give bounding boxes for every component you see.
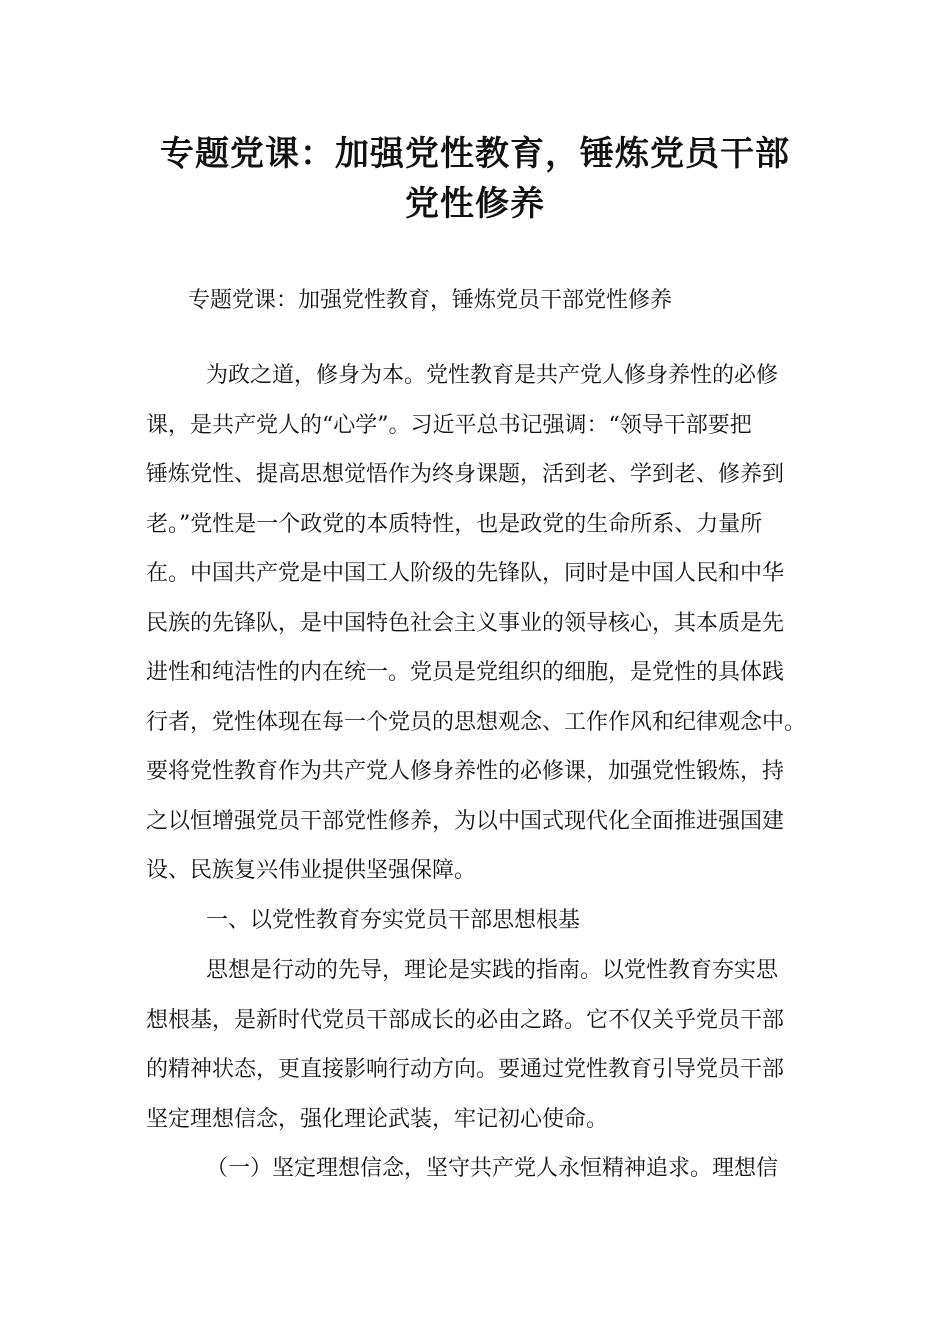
paragraph-line: 进性和纯洁性的内在统一。党员是党组织的细胞，是党性的具体践 xyxy=(146,660,785,685)
paragraph-line: 行者，党性体现在每一个党员的思想观念、工作作风和纪律观念中。 xyxy=(146,709,807,735)
paragraph-line: 思想是行动的先导，理论是实践的指南。以党性教育夯实思 xyxy=(206,958,779,983)
paragraph-line: 民族的先锋队，是中国特色社会主义事业的领导核心，其本质是先 xyxy=(146,610,785,636)
paragraph-section-1 xyxy=(146,946,826,1144)
paragraph-line: 之以恒增强党员干部党性修养，为以中国式现代化全面推进强国建 xyxy=(146,808,785,834)
document-title-line-2: 党性修养 xyxy=(405,184,545,224)
paragraph-intro xyxy=(146,351,826,896)
paragraph-line: 想根基，是新时代党员干部成长的必由之路。它不仅关乎党员干部 xyxy=(146,1007,785,1033)
paragraph-line: 为政之道，修身为本。党性教育是共产党人修身养性的必修 xyxy=(206,363,779,388)
paragraph-line: 课，是共产党人的“心学”。习近平总书记强调：“领导干部要把 xyxy=(146,412,752,438)
section-heading-1 xyxy=(146,896,826,946)
paragraph-line: 老。”党性是一个政党的本质特性，也是政党的生命所系、力量所 xyxy=(146,511,763,537)
document-subtitle: 专题党课：加强党性教育，锤炼党员干部党性修养 xyxy=(188,288,673,313)
paragraph-line: 设、民族复兴伟业提供坚强保障。 xyxy=(146,858,477,883)
paragraph-line: 的精神状态，更直接影响行动方向。要通过党性教育引导党员干部 xyxy=(146,1057,785,1082)
section-heading-text: 一、以党性教育夯实党员干部思想根基 xyxy=(206,908,581,933)
paragraph-subsection-1 xyxy=(146,1144,826,1194)
paragraph-line: 坚定理想信念，强化理论武装，牢记初心使命。 xyxy=(146,1106,609,1132)
paragraph-line: 在。中国共产党是中国工人阶级的先锋队，同时是中国人民和中华 xyxy=(146,561,785,586)
document-title-line-1: 专题党课：加强党性教育，锤炼党员干部 xyxy=(160,134,790,174)
paragraph-line: （一）坚定理想信念，坚守共产党人永恒精神追求。理想信 xyxy=(206,1156,779,1181)
paragraph-line: 要将党性教育作为共产党人修身养性的必修课，加强党性锻炼，持 xyxy=(146,759,785,784)
paragraph-line: 锤炼党性、提高思想觉悟作为终身课题，活到老、学到老、修养到 xyxy=(146,462,785,487)
